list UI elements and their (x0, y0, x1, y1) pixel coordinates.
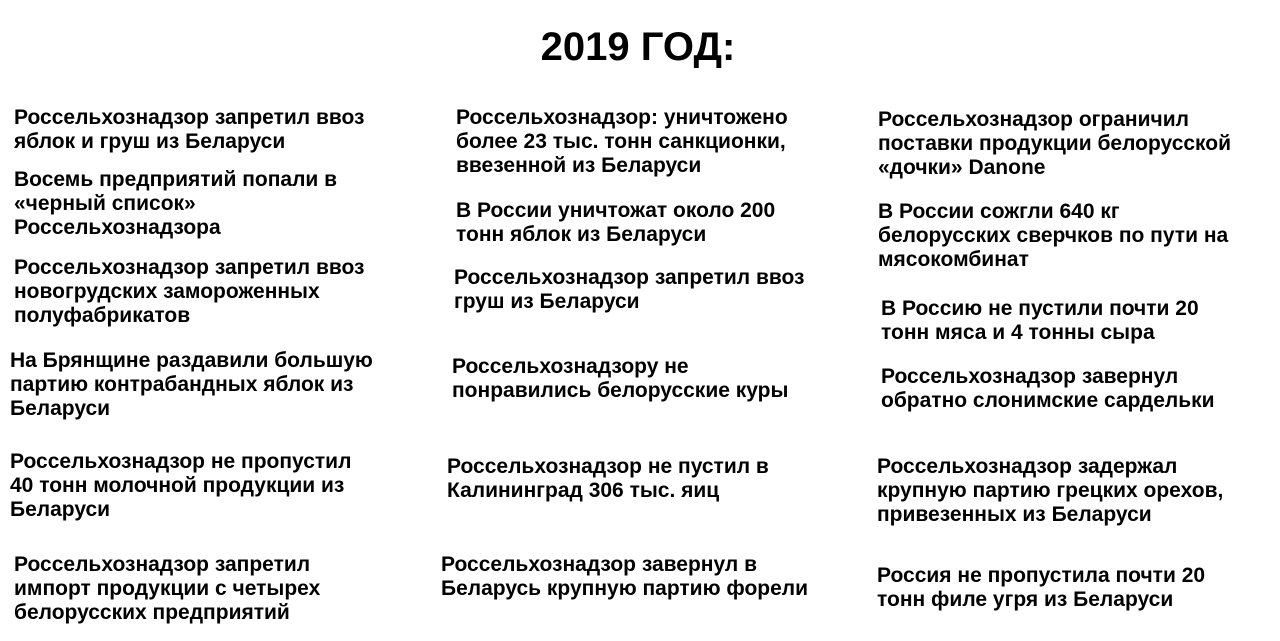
headline-item: Россия не пропустила почти 20 тонн филе угря из Беларуси (877, 564, 1206, 611)
headline-item: В России уничтожат около 200 тонн яблок из Беларуси (456, 199, 776, 246)
headline-item: Россельхознадзор завернул обратно слонимские сардельки (881, 365, 1215, 412)
headline-item: В Россию не пустили почти 20 тонн мяса и 4 тонны сыра (881, 297, 1199, 344)
headline-item: Россельхознадзор не пропустил 40 тонн молочной продукции из Беларуси (10, 450, 352, 521)
headline-item: Россельхознадзор запретил ввоз груш из Беларуси (454, 266, 805, 313)
headline-item: Россельхознадзор: уничтожено более 23 тыс. тонн санкционки, ввезенной из Беларуси (456, 106, 788, 177)
page-title: 2019 ГОД: (540, 25, 736, 69)
headline-item: Восемь предприятий попали в «черный список» Россельхознадзора (14, 168, 338, 239)
headline-item: На Брянщине раздавили большую партию контрабандных яблок из Беларуси (10, 349, 373, 420)
headline-item: Россельхознадзору не понравились белорусские куры (452, 355, 789, 402)
headline-item: Россельхознадзор завернул в Беларусь крупную партию форели (441, 553, 809, 600)
headline-item: Россельхознадзор запретил ввоз новогрудских замороженных полуфабрикатов (14, 256, 365, 327)
headline-item: В России сожгли 640 кг белорусских сверчков по пути на мясокомбинат (878, 200, 1229, 271)
headline-item: Россельхознадзор ограничил поставки продукции белорусской «дочки» Danone (878, 108, 1232, 179)
headline-item: Россельхознадзор запретил импорт продукции с четырех белорусских предприятий (14, 553, 321, 624)
headline-item: Россельхознадзор не пустил в Калининград 306 тыс. яиц (447, 455, 769, 502)
headline-item: Россельхознадзор запретил ввоз яблок и груш из Беларуси (14, 106, 365, 153)
headline-item: Россельхознадзор задержал крупную партию грецких орехов, привезенных из Беларуси (877, 455, 1224, 526)
